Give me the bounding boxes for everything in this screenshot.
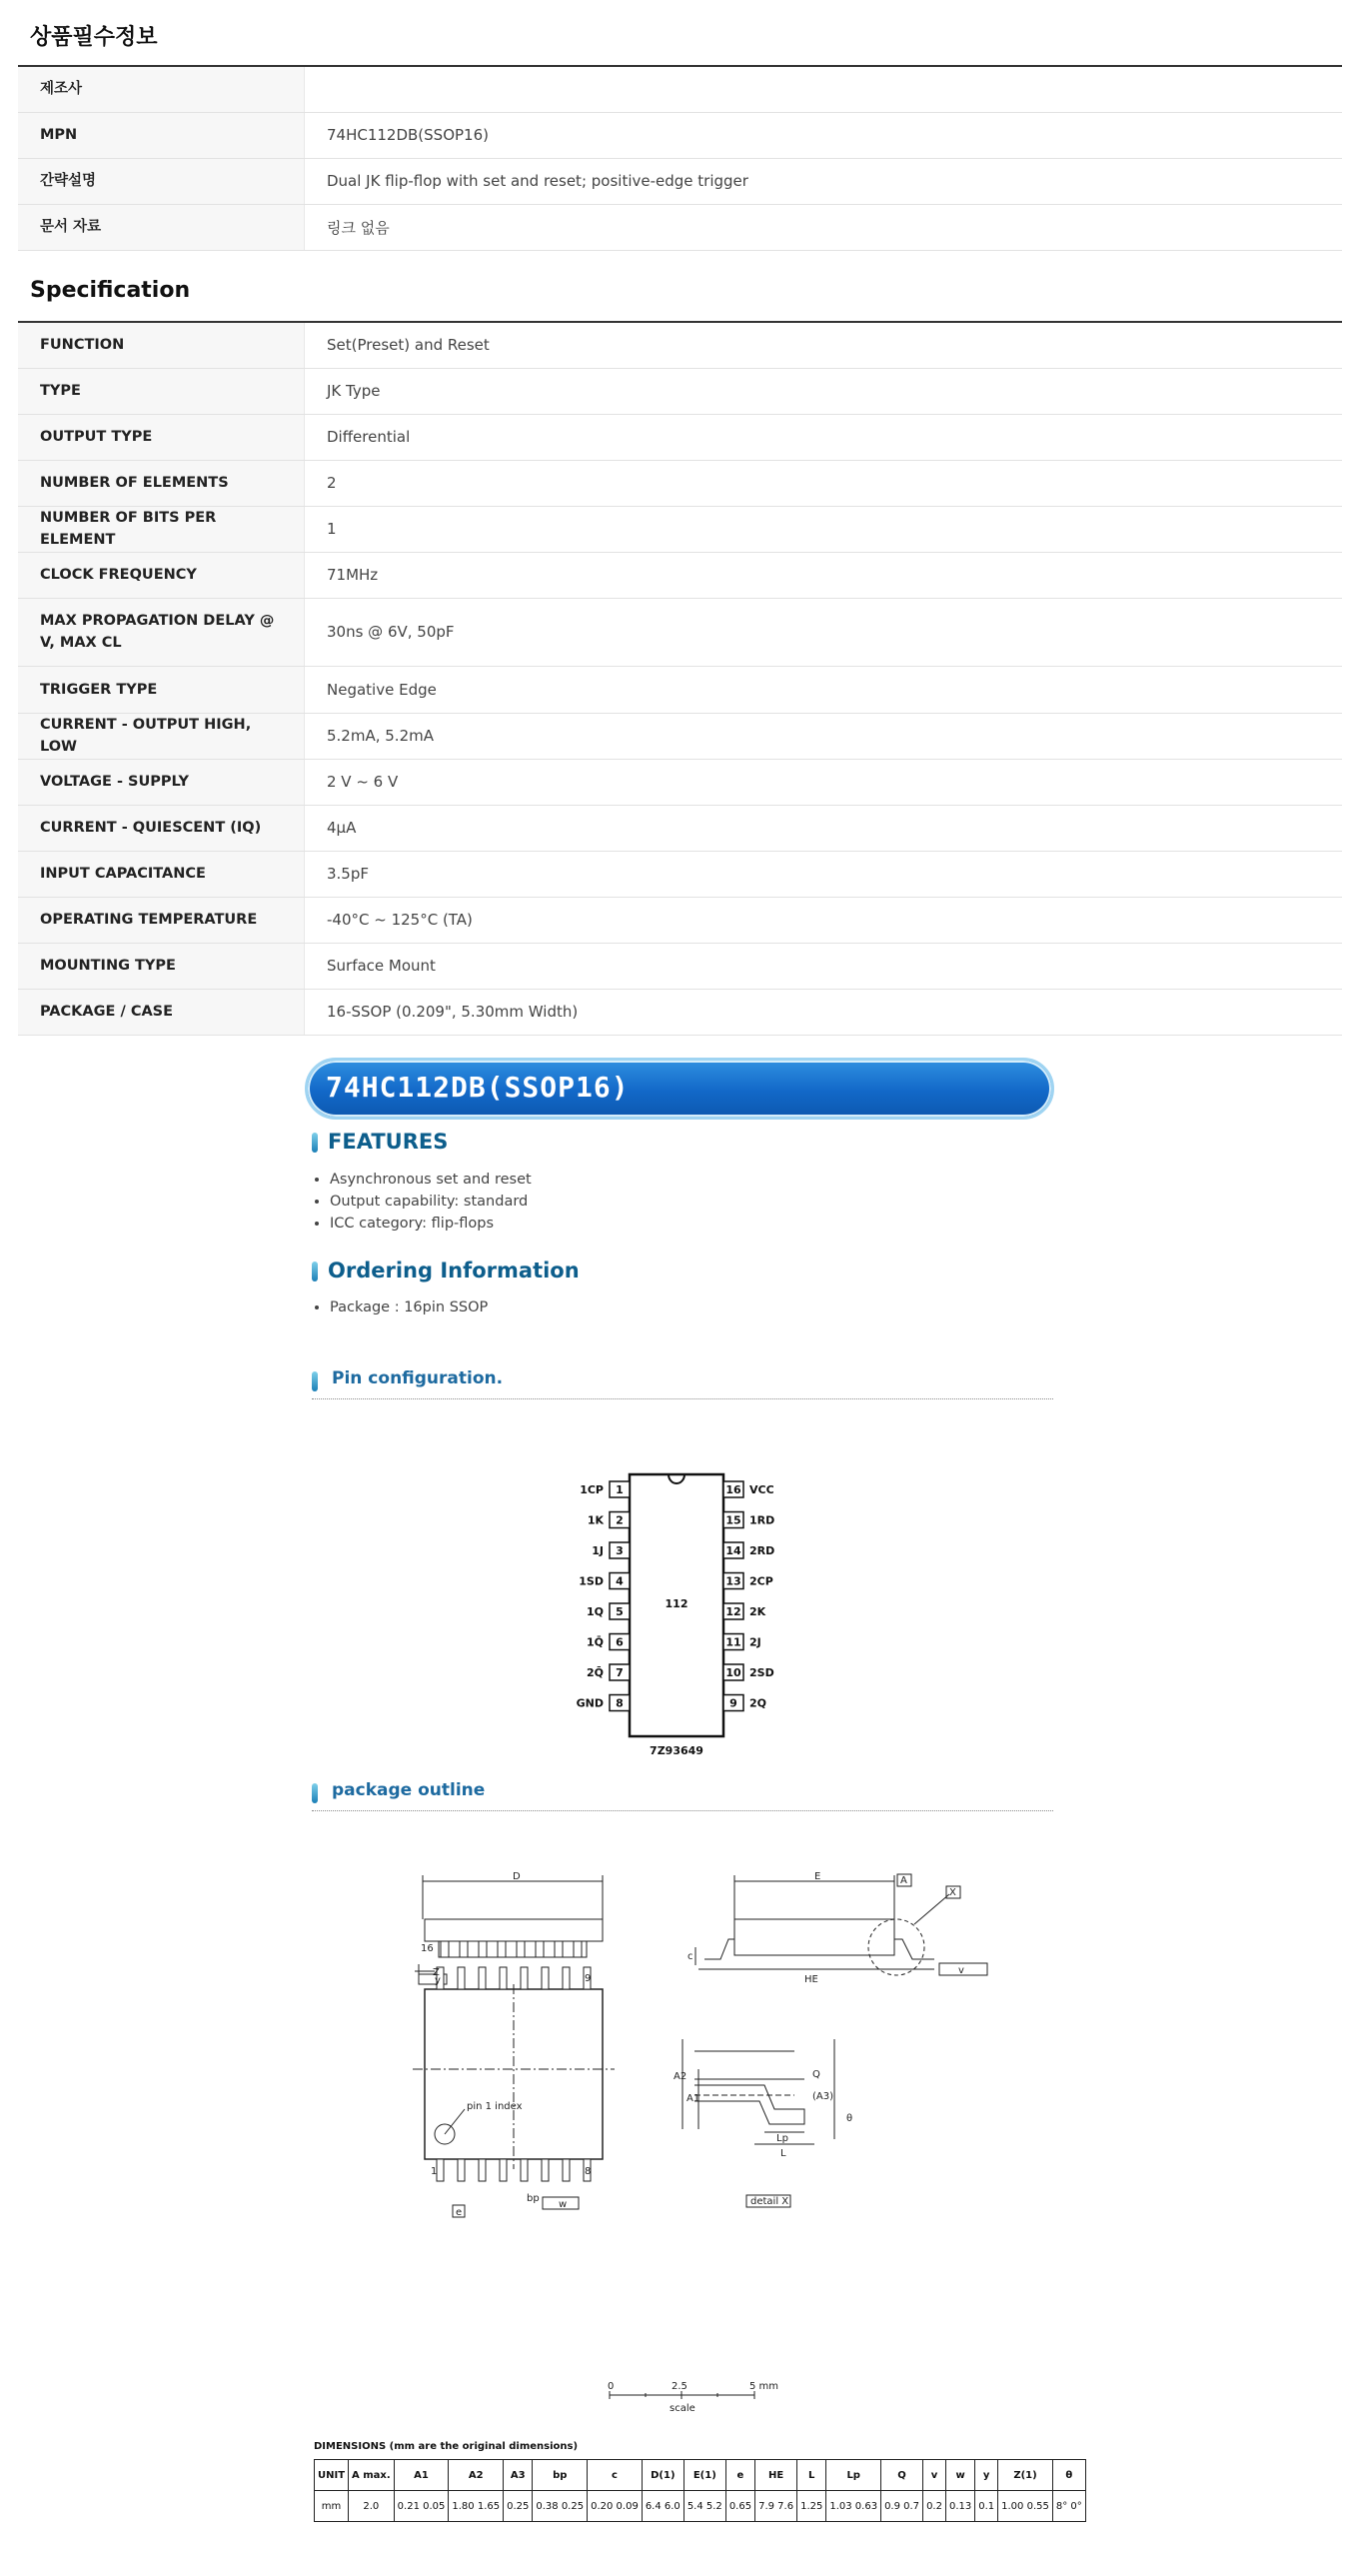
table-row: [315, 2460, 1086, 2491]
pin-name: GND: [576, 1696, 604, 1710]
label-X: X: [949, 1887, 956, 1898]
pin-config-heading: [312, 1368, 1053, 1399]
table-row: [18, 414, 1342, 460]
list-item: • ICC category: flip-flops: [330, 1213, 532, 1235]
dimension-value: 0.2: [923, 2491, 946, 2522]
label-L: L: [780, 2148, 786, 2159]
dimension-header: L: [797, 2460, 826, 2491]
diagram-caption: 7Z93649: [650, 1744, 703, 1757]
pin-config-title: Pin configuration.: [332, 1368, 504, 1388]
row-value[interactable]: 링크 없음: [305, 204, 1343, 250]
lead: [574, 1941, 582, 1957]
label-pin1-index: pin 1 index: [467, 2101, 523, 2112]
dimension-header: A2: [449, 2460, 504, 2491]
table-row: [18, 158, 1342, 204]
dimension-value: 8° 0°: [1052, 2491, 1085, 2522]
features-heading: [312, 1130, 448, 1154]
pin-name: 1CP: [580, 1483, 604, 1496]
dimension-header: A3: [504, 2460, 533, 2491]
dimension-value: mm: [315, 2491, 349, 2522]
label-pin16: 16: [421, 1943, 434, 1954]
row-value: 71MHz: [305, 552, 1343, 598]
table-row: [18, 322, 1342, 368]
specification-table: [18, 321, 1342, 1036]
row-label: MPN: [18, 112, 305, 158]
lead: [517, 1941, 525, 1957]
dimension-value: 0.9 0.7: [881, 2491, 923, 2522]
pin-name: 2Q̄: [586, 1666, 604, 1679]
table-row: [18, 66, 1342, 112]
pin-number: 9: [729, 1696, 737, 1710]
label-pin1: 1: [431, 2166, 438, 2177]
pin-diagram: [560, 1459, 799, 1759]
heading-bar-icon: [312, 1133, 318, 1153]
label-w: w: [559, 2199, 568, 2210]
row-label: VOLTAGE - SUPPLY: [18, 759, 305, 805]
row-label: TRIGGER TYPE: [18, 666, 305, 713]
label-theta: θ: [846, 2113, 853, 2124]
dimension-value: 1.80 1.65: [449, 2491, 504, 2522]
pin-name: 1Q: [586, 1605, 604, 1618]
label-A2: A2: [674, 2071, 687, 2082]
row-value: 74HC112DB(SSOP16): [305, 112, 1343, 158]
lead: [437, 2159, 444, 2181]
pin-name: 1RD: [749, 1513, 775, 1527]
features-list: [310, 1169, 532, 1235]
lead: [479, 1967, 486, 1989]
dimension-header: Q: [881, 2460, 923, 2491]
pin-number: 8: [616, 1696, 624, 1710]
row-value: 5.2mA, 5.2mA: [305, 713, 1343, 759]
pin-number: 10: [725, 1666, 741, 1679]
row-label: 제조사: [18, 66, 305, 112]
label-pin9: 9: [585, 1973, 592, 1984]
pin-name: 2RD: [749, 1544, 775, 1557]
pin-name: 1SD: [579, 1574, 604, 1588]
lead: [521, 2159, 528, 2181]
pin-name: 2Q: [749, 1696, 767, 1710]
row-value: 4µA: [305, 805, 1343, 851]
pin-name: VCC: [749, 1483, 774, 1496]
dimension-value: 0.13: [945, 2491, 974, 2522]
dimension-value: 5.4 5.2: [683, 2491, 725, 2522]
row-label: NUMBER OF BITS PER ELEMENT: [18, 506, 305, 552]
pin-number: 5: [616, 1605, 624, 1618]
row-label: NUMBER OF ELEMENTS: [18, 460, 305, 506]
lead: [555, 1941, 563, 1957]
label-Q: Q: [812, 2069, 820, 2080]
dimension-value: 0.1: [975, 2491, 998, 2522]
package-outline-heading: [312, 1780, 1053, 1811]
row-value: -40°C ~ 125°C (TA): [305, 897, 1343, 943]
row-value: Surface Mount: [305, 943, 1343, 989]
dimensions-caption: DIMENSIONS (mm are the original dimensions): [314, 2441, 579, 2452]
heading-bar-icon: [312, 1371, 318, 1391]
dimension-header: A max.: [349, 2460, 395, 2491]
dimensions-table: [314, 2459, 1086, 2522]
dimension-header: bp: [533, 2460, 588, 2491]
dimension-value: 2.0: [349, 2491, 395, 2522]
dimension-value: 7.9 7.6: [755, 2491, 797, 2522]
dimension-value: 6.4 6.0: [642, 2491, 683, 2522]
table-row: [18, 805, 1342, 851]
label-A1: A1: [686, 2093, 700, 2104]
row-value: Differential: [305, 414, 1343, 460]
dimension-header: A1: [394, 2460, 449, 2491]
label-v: v: [958, 1965, 964, 1976]
lead: [563, 2159, 570, 2181]
label-A: A: [900, 1875, 907, 1886]
label-e: e: [456, 2207, 463, 2218]
dimension-header: y: [975, 2460, 998, 2491]
pin-name: 2K: [749, 1605, 766, 1618]
table-row: [18, 368, 1342, 414]
dimension-header: e: [725, 2460, 754, 2491]
row-value: 30ns @ 6V, 50pF: [305, 598, 1343, 666]
row-value: 3.5pF: [305, 851, 1343, 897]
row-label: PACKAGE / CASE: [18, 989, 305, 1035]
lead: [479, 2159, 486, 2181]
ordering-title: Ordering Information: [328, 1259, 580, 1283]
table-row: [18, 851, 1342, 897]
lead: [536, 1941, 544, 1957]
row-value: 1: [305, 506, 1343, 552]
row-label: INPUT CAPACITANCE: [18, 851, 305, 897]
pin-name: 1J: [592, 1544, 604, 1557]
heading-bar-icon: [312, 1262, 318, 1282]
pin-number: 3: [616, 1544, 624, 1557]
dimension-value: 1.03 0.63: [826, 2491, 881, 2522]
lead: [441, 1941, 449, 1957]
lead: [500, 1967, 507, 1989]
pin-number: 4: [616, 1574, 624, 1588]
dimension-value: 1.25: [797, 2491, 826, 2522]
scale-label: scale: [670, 2403, 695, 2414]
lead: [542, 2159, 549, 2181]
pin-number: 14: [725, 1544, 741, 1557]
dimension-header: D(1): [642, 2460, 683, 2491]
label-Lp: Lp: [776, 2133, 788, 2144]
dimension-header: E(1): [683, 2460, 725, 2491]
label-c: c: [687, 1951, 693, 1962]
table-row: [315, 2491, 1086, 2522]
pin-number: 7: [616, 1666, 624, 1679]
chip-label: 112: [665, 1597, 688, 1610]
scale-tick-end: 5 mm: [749, 2381, 779, 2392]
label-A3: (A3): [812, 2091, 834, 2102]
package-outline-drawing: [395, 1869, 1014, 2309]
table-row: [18, 943, 1342, 989]
row-label: OPERATING TEMPERATURE: [18, 897, 305, 943]
pin-name: 2SD: [749, 1666, 774, 1679]
row-value: Set(Preset) and Reset: [305, 322, 1343, 368]
row-value: JK Type: [305, 368, 1343, 414]
label-detail-x: detail X: [750, 2196, 789, 2207]
row-label: MOUNTING TYPE: [18, 943, 305, 989]
row-label: OUTPUT TYPE: [18, 414, 305, 460]
row-label: TYPE: [18, 368, 305, 414]
dimension-header: Lp: [826, 2460, 881, 2491]
lead: [458, 1967, 465, 1989]
dimension-header: c: [588, 2460, 643, 2491]
lead: [498, 1941, 506, 1957]
table-row: [18, 666, 1342, 713]
row-value: 16-SSOP (0.209", 5.30mm Width): [305, 989, 1343, 1035]
table-row: [18, 598, 1342, 666]
dimension-value: 1.00 0.55: [998, 2491, 1053, 2522]
pin-number: 11: [725, 1635, 741, 1649]
required-info-title: 상품필수정보: [30, 25, 158, 50]
lead: [479, 1941, 487, 1957]
dimension-value: 0.25: [504, 2491, 533, 2522]
table-row: [18, 552, 1342, 598]
label-Z: Z: [433, 1967, 440, 1978]
row-value: 2 V ~ 6 V: [305, 759, 1343, 805]
product-banner: [305, 1058, 1054, 1120]
pin-number: 2: [616, 1513, 624, 1527]
row-label: CURRENT - QUIESCENT (IQ): [18, 805, 305, 851]
row-label: MAX PROPAGATION DELAY @ V, MAX CL: [18, 598, 305, 666]
lead: [500, 2159, 507, 2181]
required-info-table: [18, 65, 1342, 251]
label-bp: bp: [527, 2193, 540, 2204]
lead: [458, 2159, 465, 2181]
lead: [521, 1967, 528, 1989]
lead: [460, 1941, 468, 1957]
row-label: CLOCK FREQUENCY: [18, 552, 305, 598]
dimension-value: 0.65: [725, 2491, 754, 2522]
row-value: Negative Edge: [305, 666, 1343, 713]
table-row: [18, 506, 1342, 552]
pin-number: 15: [725, 1513, 741, 1527]
table-row: [18, 460, 1342, 506]
table-row: [18, 112, 1342, 158]
label-pin8: 8: [585, 2166, 592, 2177]
pin-name: 1Q̄: [586, 1635, 604, 1649]
list-item: • Asynchronous set and reset: [330, 1169, 532, 1191]
row-value: Dual JK flip-flop with set and reset; positive-edge trigger: [305, 158, 1343, 204]
dimension-value: 0.21 0.05: [394, 2491, 449, 2522]
product-banner-title: 74HC112DB(SSOP16): [326, 1071, 630, 1104]
row-value: 2: [305, 460, 1343, 506]
lead: [542, 1967, 549, 1989]
scale-tick-0: 0: [608, 2381, 615, 2392]
table-row: [18, 897, 1342, 943]
label-D: D: [513, 1871, 521, 1882]
pin-number: 13: [725, 1574, 741, 1588]
label-E: E: [814, 1871, 821, 1882]
row-value: [305, 66, 1343, 112]
table-row: [18, 713, 1342, 759]
lead: [563, 1967, 570, 1989]
features-title: FEATURES: [328, 1130, 449, 1154]
ordering-heading: [312, 1259, 580, 1283]
table-row: [18, 759, 1342, 805]
dimension-header: UNIT: [315, 2460, 349, 2491]
label-HE: HE: [804, 1974, 818, 1985]
dimension-value: 0.38 0.25: [533, 2491, 588, 2522]
pin-number: 1: [616, 1483, 624, 1496]
pin-number: 12: [725, 1605, 741, 1618]
ordering-list: [310, 1296, 488, 1318]
list-item: • Output capability: standard: [330, 1191, 532, 1213]
row-label: 간략설명: [18, 158, 305, 204]
label-y: y: [435, 1975, 441, 1986]
scale-tick-mid: 2.5: [672, 2381, 687, 2392]
specification-title: Specification: [30, 278, 191, 303]
dimension-header: v: [923, 2460, 946, 2491]
pin-number: 16: [725, 1483, 741, 1496]
dimension-header: θ: [1052, 2460, 1085, 2491]
row-label: CURRENT - OUTPUT HIGH, LOW: [18, 713, 305, 759]
dimension-header: w: [945, 2460, 974, 2491]
dimension-header: HE: [755, 2460, 797, 2491]
package-outline-title: package outline: [332, 1780, 486, 1800]
row-label: 문서 자료: [18, 204, 305, 250]
dimension-value: 0.20 0.09: [588, 2491, 643, 2522]
table-row: [18, 204, 1342, 250]
pin-name: 1K: [587, 1513, 604, 1527]
scale-bar: [600, 2379, 789, 2419]
heading-bar-icon: [312, 1783, 318, 1803]
pin-name: 2CP: [749, 1574, 773, 1588]
dimension-header: Z(1): [998, 2460, 1053, 2491]
pin-number: 6: [616, 1635, 624, 1649]
list-item: • Package : 16pin SSOP: [330, 1296, 488, 1318]
pin-name: 2J: [749, 1635, 761, 1649]
table-row: [18, 989, 1342, 1035]
row-label: FUNCTION: [18, 322, 305, 368]
